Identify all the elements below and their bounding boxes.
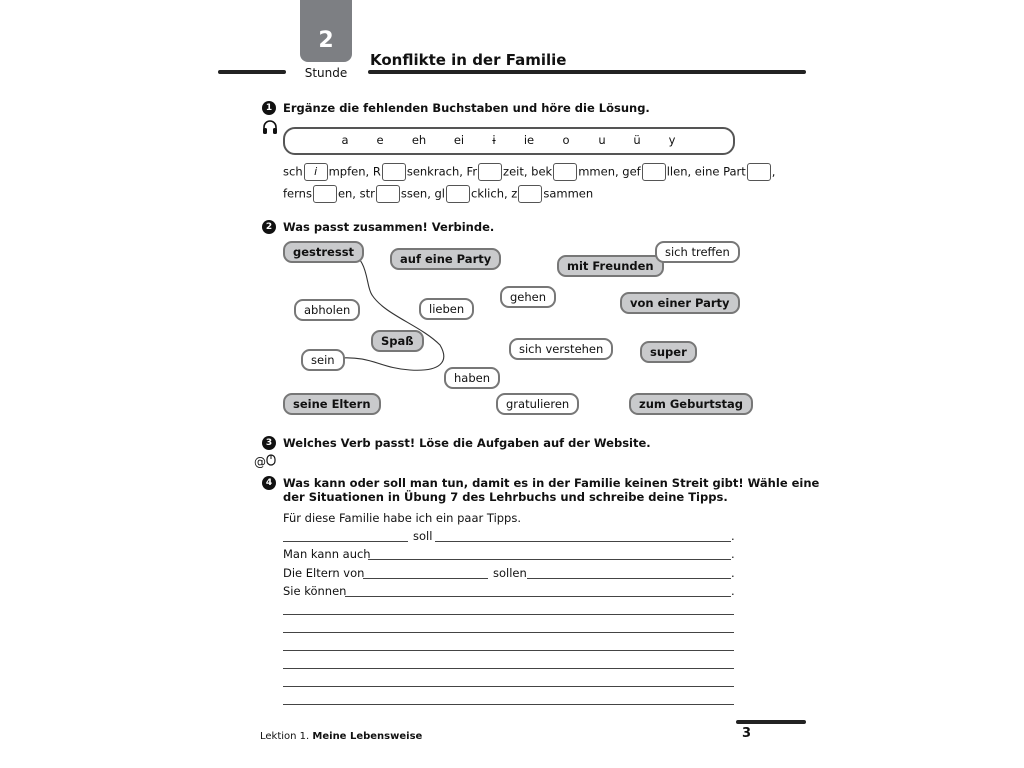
write-line[interactable] [283, 632, 734, 633]
task4-number: 4 [262, 476, 276, 490]
task2-instruction: Was passt zusammen! Verbinde. [283, 220, 495, 234]
task4-kann-auch: Man kann auch [283, 547, 371, 561]
task4-instruction-line2: der Situationen in Übung 7 des Lehrbuchs und schreibe deine Tipps. [283, 490, 728, 504]
write-line[interactable] [435, 541, 731, 542]
text-fragment: cklich, z [471, 186, 518, 201]
text-fragment: sammen [543, 186, 594, 201]
task1-number: 1 [262, 101, 276, 115]
text-fragment: sch [283, 164, 303, 179]
period: . [731, 566, 735, 580]
period: . [731, 584, 735, 598]
word-sich-treffen[interactable]: sich treffen [655, 241, 740, 263]
word-spass[interactable]: Spaß [371, 330, 424, 352]
word-gratulieren[interactable]: gratulieren [496, 393, 579, 415]
task3-number: 3 [262, 436, 276, 450]
write-line[interactable] [363, 578, 488, 579]
task4-eltern-von: Die Eltern von [283, 566, 365, 580]
letter-option: o [562, 133, 570, 147]
word-gestresst[interactable]: gestresst [283, 241, 364, 263]
word-gehen[interactable]: gehen [500, 286, 556, 308]
word-von-einer-party[interactable]: von einer Party [620, 292, 740, 314]
letter-option: u [598, 133, 606, 147]
write-line[interactable] [283, 650, 734, 651]
text-fragment: ferns [283, 186, 312, 201]
task4-sie-koennen: Sie können [283, 584, 347, 598]
word-haben[interactable]: haben [444, 367, 500, 389]
write-line[interactable] [283, 614, 734, 615]
write-line[interactable] [283, 668, 734, 669]
page-number: 3 [742, 726, 752, 741]
word-mit-freunden[interactable]: mit Freunden [557, 255, 664, 277]
lesson-label: Stunde [304, 66, 348, 80]
web-mouse-icon: @ [254, 454, 276, 469]
letter-option: ei [453, 133, 465, 147]
letter-option: y [668, 133, 676, 147]
text-fragment: zeit, bek [503, 164, 553, 179]
task1-instruction: Ergänze die fehlenden Buchstaben und höre die Lösung. [283, 101, 650, 115]
task4-sollen: sollen [493, 566, 527, 580]
task4-instruction-line1: Was kann oder soll man tun, damit es in der Familie keinen Streit gibt! Wähle eine [283, 476, 820, 490]
text-fragment: ssen, gl [400, 186, 445, 201]
letter-option: ü [633, 133, 641, 147]
task2-number: 2 [262, 220, 276, 234]
letter-option: ie [523, 133, 535, 147]
word-seine-eltern[interactable]: seine Eltern [283, 393, 381, 415]
letter-box-filled[interactable]: i [304, 163, 328, 181]
word-lieben[interactable]: lieben [419, 298, 474, 320]
word-zum-geburtstag[interactable]: zum Geburtstag [629, 393, 753, 415]
write-line[interactable] [345, 596, 731, 597]
text-fragment: senkrach, Fr [406, 164, 478, 179]
letter-option: eh [411, 133, 427, 147]
task3-instruction: Welches Verb passt! Löse die Aufgaben auf der Website. [283, 436, 651, 450]
task4-soll: soll [413, 529, 433, 543]
lesson-number: 2 [318, 28, 334, 53]
word-sich-verstehen[interactable]: sich verstehen [509, 338, 613, 360]
footer-lesson-number: Lektion 1. [260, 731, 310, 742]
footer-lesson [260, 731, 422, 742]
text-fragment: mpfen, R [328, 164, 381, 179]
letter-option-used: i [492, 133, 496, 147]
footer-topic: Meine Lebensweise [312, 731, 423, 742]
letter-option: e [376, 133, 384, 147]
period: . [731, 547, 735, 561]
text-fragment: mmen, gef [578, 164, 641, 179]
write-line[interactable] [283, 704, 734, 705]
word-sein[interactable]: sein [301, 349, 345, 371]
word-auf-eine-party[interactable]: auf eine Party [390, 248, 501, 270]
period: . [731, 529, 735, 543]
word-super[interactable]: super [640, 341, 697, 363]
text-fragment: en, str [337, 186, 375, 201]
task4-intro: Für diese Familie habe ich ein paar Tipps. [283, 511, 522, 525]
word-abholen[interactable]: abholen [294, 299, 360, 321]
letter-option: a [341, 133, 349, 147]
text-fragment: , [771, 164, 776, 179]
write-line[interactable] [283, 541, 408, 542]
write-line[interactable] [527, 578, 731, 579]
text-fragment: llen, eine Part [666, 164, 746, 179]
write-line[interactable] [368, 559, 731, 560]
page-title: Konflikte in der Familie [370, 51, 567, 69]
write-line[interactable] [283, 686, 734, 687]
footer-rule [736, 720, 806, 724]
